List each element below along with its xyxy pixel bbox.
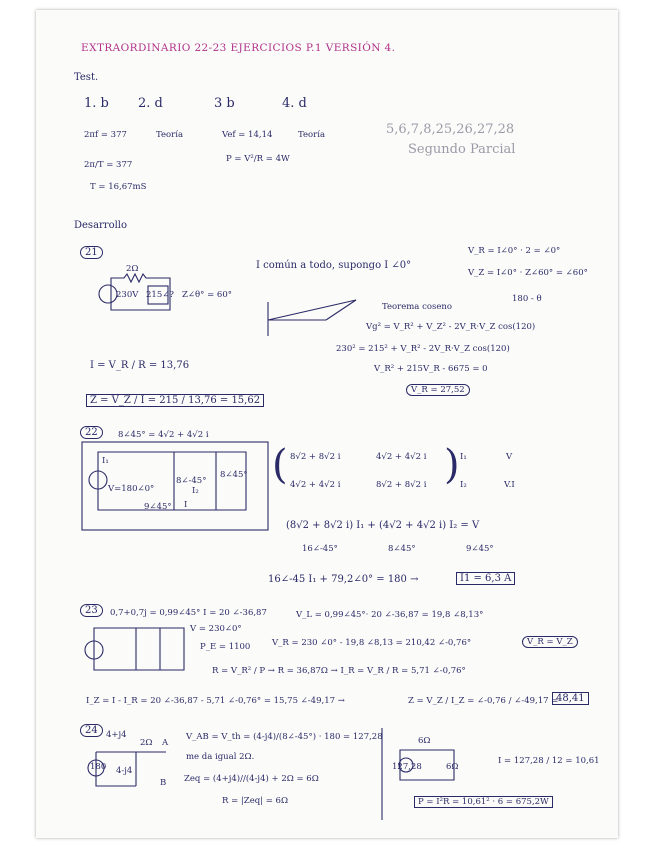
page-title: EXTRAORDINARIO 22-23 EJERCICIOS P.1 VERSIÓN 4. [81,42,396,54]
test-label: Test. [74,72,99,83]
p21-label-r: 2Ω [126,264,139,274]
test-answer-4: 4. d [282,96,307,111]
p24-label-z2: 4-j4 [116,766,133,776]
test-note-2: Teoría [156,130,184,140]
test-answer-3: 3 b [214,96,235,111]
test-answer-1: 1. b [84,96,109,111]
matrix-bracket-right: ) [444,442,460,488]
p24-label-b: B [160,778,167,788]
p21-eq-3: V_R² + 215V_R - 6675 = 0 [374,364,488,374]
p24-label-a: A [162,738,169,748]
p23-iz: I_Z = I - I_R = 20 ∠-36,87 - 5,71 ∠-0,76° = 15,75 ∠-49,17 → [86,696,345,706]
circuit-24 [36,10,618,838]
rhs-1: V [506,452,513,462]
p24-label-v: 180 [90,762,107,772]
p23-line-1: V_L = 0,99∠45°· 20 ∠-36,87 = 19,8 ∠8,13° [296,610,484,620]
test-extra-1: 2π/T = 377 [84,160,133,170]
p22-label-i1: I₁ [102,456,109,466]
p24-label-z1: 4+j4 [106,730,127,740]
test-note-4: Teoría [298,130,326,140]
p24-label-r: 2Ω [140,738,153,748]
p22-label-z1: 8∠-45° [176,476,207,486]
matrix-a12: 4√2 + 4√2 i [376,452,427,462]
p21-angle: 180 - θ [512,294,542,304]
p23-given-1: 0,7+0,7j = 0,99∠45° I = 20 ∠-36,87 [110,608,267,618]
test-note-3: Vef = 14,14 [222,130,273,140]
p21-eq-1: Vg² = V_R² + V_Z² - 2V_R·V_Z cos(120) [366,322,536,332]
p24-current: I = 127,28 / 12 = 10,61 [498,756,600,766]
p21-current: I = V_R / R = 13,76 [90,360,190,371]
p24-zeq: Zeq = (4+j4)//(4-j4) + 2Ω = 6Ω [184,774,319,784]
p23-line-2: V_R = 230 ∠0° - 19,8 ∠8,13 = 210,42 ∠-0,76° [272,638,472,648]
p23-given-2: V = 230∠0° [190,624,242,634]
p22-under-3: 9∠45° [466,544,494,554]
p23-z-fraction: Z = V_Z / I_Z = ∠-0,76 / ∠-49,17 = [408,696,559,706]
p22-final: 16∠-45 I₁ + 79,2∠0° = 180 → [268,574,419,585]
p24-power-answer: 675,2W [515,797,549,807]
p22-label-i2: I₂ [192,486,199,496]
test-extra-3: T = 16,67mS [90,182,147,192]
p21-assumption: I común a todo, supongo I ∠0° [256,260,412,271]
p22-label-z2: 8∠45° [220,470,248,480]
p24-r: R = |Zeq| = 6Ω [222,796,289,806]
p24-circ-v: 127,28 [392,762,422,772]
p21-label-z: Z∠θ° = 60° [182,290,232,300]
p23-answer: 48,41 [552,692,589,705]
problem-23-number: 23 [80,604,103,617]
p21-label-zmag: 215∠? [146,290,174,300]
section-desarrollo: Desarrollo [74,220,128,231]
matrix-a22: 8√2 + 8√2 i [376,480,427,490]
matrix-a11: 8√2 + 8√2 i [290,452,341,462]
p21-theorem: Teorema coseno [382,302,452,312]
problem-24-number: 24 [80,724,103,737]
p22-label-v: V=180∠0° [108,484,155,494]
test-extra-2: P = V²/R = 4W [226,154,290,164]
p21-eq-2: 230² = 215² + V_R² - 2V_R·V_Z cos(120) [336,344,510,354]
p21-system-2: V_Z = I∠0° · Z∠60° = ∠60° [468,268,588,278]
p23-given-3: P_E = 1100 [200,642,251,652]
p21-system-1: V_R = I∠0° · 2 = ∠0° [468,246,561,256]
handwritten-page [36,10,618,838]
p24-circ-r2: 6Ω [446,762,459,772]
side-note: Segundo Parcial [408,142,516,157]
p21-vr-result: V_R = 27,52 [406,384,470,396]
problem-22-number: 22 [80,426,103,439]
problem-21-number: 21 [80,246,103,259]
rhs-2: V.I [504,480,515,490]
p24-note: me da igual 2Ω. [186,752,255,762]
side-list: 5,6,7,8,25,26,27,28 [386,122,515,137]
p22-under-2: 8∠45° [388,544,416,554]
p21-z-result: Z = V_Z / I = 215 / 13,76 = 15,62 [86,394,264,407]
p23-vr-vz: V_R = V_Z [522,636,578,648]
var-i1: I₁ [460,452,467,462]
test-answer-2: 2. d [138,96,163,111]
p22-under-1: 16∠-45° [302,544,338,554]
p21-label-v: 230V [116,290,139,300]
p24-vab: V_AB = V_th = (4-j4)/(8∠-45°) · 180 = 127,28 [186,732,383,742]
var-i2: I₂ [460,480,467,490]
p23-line-3: R = V_R² / P → R = 36,87Ω → I_R = V_R / R = 5,71 ∠-0,76° [212,666,466,676]
matrix-bracket-left: ( [272,442,288,488]
p22-label-z3: 9∠45° [144,502,172,512]
matrix-a21: 4√2 + 4√2 i [290,480,341,490]
p24-circ-r1: 6Ω [418,736,431,746]
p24-power [414,796,553,808]
p22-label-i: I [184,500,188,510]
test-note-1: 2πf = 377 [84,130,127,140]
p22-answer: I1 = 6,3 A [456,572,515,585]
p22-equation: (8√2 + 8√2 i) I₁ + (4√2 + 4√2 i) I₂ = V [286,520,480,531]
p24-power-text: P = I²R = 10,61² · 6 = [418,797,514,807]
p22-top-label: 8∠45° = 4√2 + 4√2 i [118,430,209,440]
